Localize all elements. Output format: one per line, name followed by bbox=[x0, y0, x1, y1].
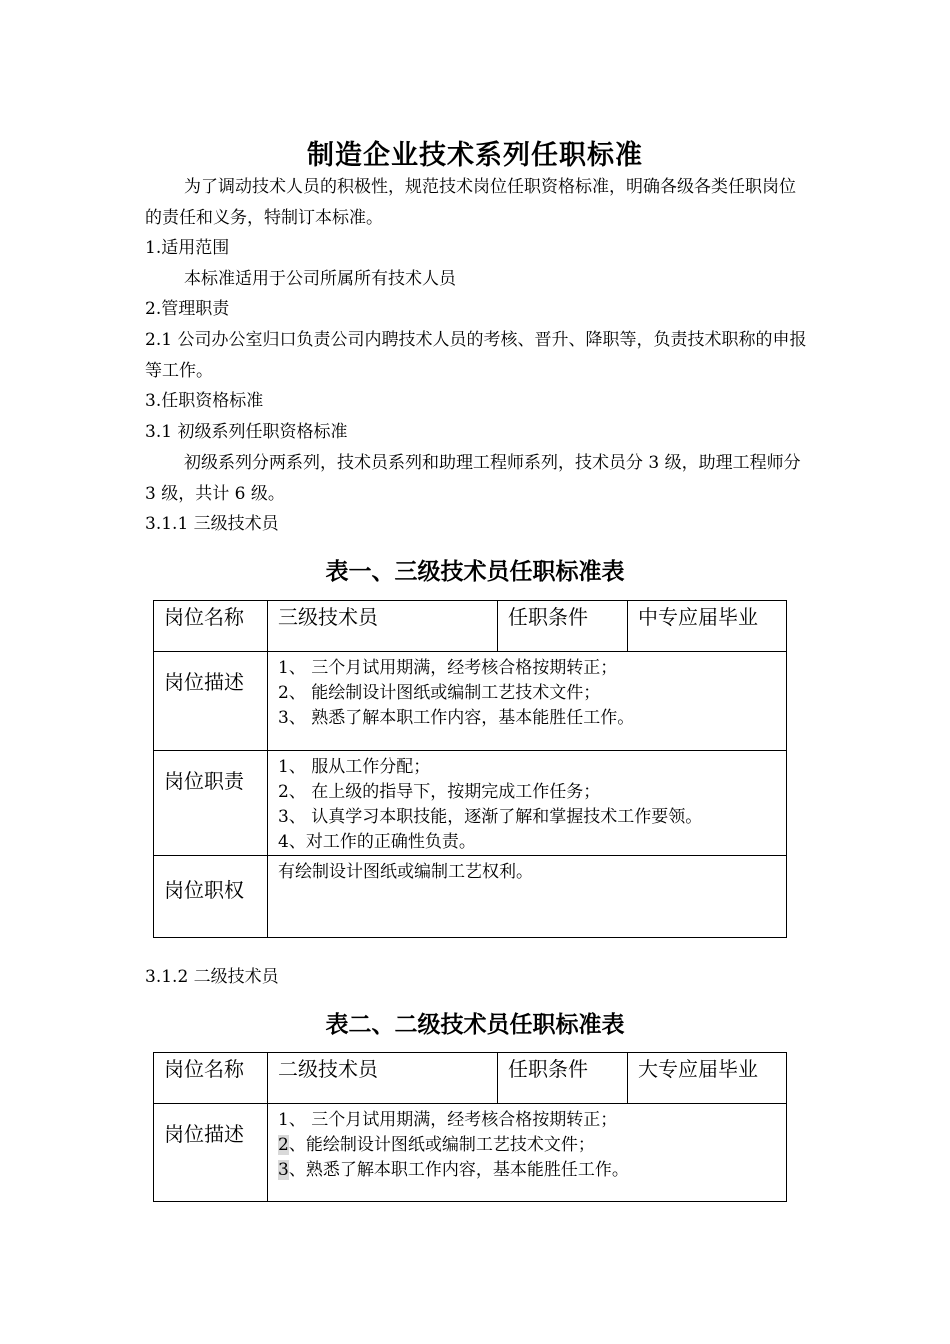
list-item: 2、 在上级的指导下，按期完成工作任务； bbox=[278, 782, 601, 802]
highlighted-number: 2 bbox=[278, 1135, 289, 1155]
duty-label: 岗位职责 bbox=[154, 751, 268, 856]
item-text: 、能绘制设计图纸或编制工艺技术文件； bbox=[288, 1135, 595, 1155]
table-1-header-row bbox=[154, 601, 787, 652]
section-3-1-2-heading: 3.1.2 二级技术员 bbox=[145, 967, 279, 987]
position-name-value: 二级技术员 bbox=[268, 1053, 498, 1104]
requirement-label: 任职条件 bbox=[498, 1053, 628, 1104]
section-2-1-text: 2.1 公司办公室归口负责公司内聘技术人员的考核、晋升、降职等，负责技术职称的申报等工作。 bbox=[145, 330, 807, 381]
item-text: 、熟悉了解本职工作内容，基本能胜任工作。 bbox=[288, 1160, 629, 1180]
requirement-value: 中专应届毕业 bbox=[628, 601, 787, 652]
list-item: 有绘制设计图纸或编制工艺权利。 bbox=[278, 862, 533, 882]
position-name-label: 岗位名称 bbox=[154, 601, 268, 652]
list-item: 3、 认真学习本职技能，逐渐了解和掌握技术工作要领。 bbox=[278, 807, 703, 827]
section-3-1-1-heading: 3.1.1 三级技术员 bbox=[145, 514, 279, 534]
list-item bbox=[278, 1158, 786, 1183]
table-1 bbox=[153, 600, 787, 938]
intro-paragraph: 为了调动技术人员的积极性，规范技术岗位任职资格标准，明确各级各类任职岗位的责任和义务，特制订本标准。 bbox=[145, 177, 796, 228]
requirement-label: 任职条件 bbox=[498, 601, 628, 652]
section-3-1-text: 初级系列分两系列，技术员系列和助理工程师系列，技术员分 3 级，助理工程师分 3 级，共计 6 级。 bbox=[145, 453, 801, 504]
list-item: 1、 服从工作分配； bbox=[278, 757, 431, 777]
position-name-value: 三级技术员 bbox=[268, 601, 498, 652]
table-1-authority-row bbox=[154, 856, 787, 938]
list-item: 1、 三个月试用期满，经考核合格按期转正； bbox=[278, 1110, 618, 1130]
authority-text bbox=[268, 856, 787, 938]
table-2-description-row bbox=[154, 1104, 787, 1202]
position-name-label: 岗位名称 bbox=[154, 1053, 268, 1104]
table-2-title: 表二、二级技术员任职标准表 bbox=[325, 1012, 625, 1038]
section-1-text: 本标准适用于公司所属所有技术人员 bbox=[184, 269, 456, 289]
section-1-heading: 1.适用范围 bbox=[145, 238, 230, 258]
section-3-1-heading: 3.1 初级系列任职资格标准 bbox=[145, 422, 348, 442]
table-1-duty-row bbox=[154, 751, 787, 856]
list-item: 2、 能绘制设计图纸或编制工艺技术文件； bbox=[278, 683, 601, 703]
highlighted-number: 3 bbox=[278, 1160, 289, 1180]
list-item: 4、对工作的正确性负责。 bbox=[278, 832, 476, 852]
description-label: 岗位描述 bbox=[154, 1104, 268, 1202]
requirement-value: 大专应届毕业 bbox=[628, 1053, 787, 1104]
table-1-description-row bbox=[154, 652, 787, 751]
table-1-title: 表一、三级技术员任职标准表 bbox=[325, 559, 625, 585]
section-3-heading: 3.任职资格标准 bbox=[145, 391, 264, 411]
duty-items bbox=[268, 751, 787, 856]
table-2-header-row bbox=[154, 1053, 787, 1104]
list-item: 1、 三个月试用期满，经考核合格按期转正； bbox=[278, 658, 618, 678]
description-items bbox=[268, 652, 787, 751]
description-label: 岗位描述 bbox=[154, 652, 268, 751]
list-item bbox=[278, 1133, 786, 1158]
authority-label: 岗位职权 bbox=[154, 856, 268, 938]
description-items bbox=[268, 1104, 787, 1202]
list-item: 3、 熟悉了解本职工作内容，基本能胜任工作。 bbox=[278, 708, 635, 728]
table-2 bbox=[153, 1052, 787, 1202]
document-title: 制造企业技术系列任职标准 bbox=[307, 140, 643, 171]
section-2-heading: 2.管理职责 bbox=[145, 299, 230, 319]
